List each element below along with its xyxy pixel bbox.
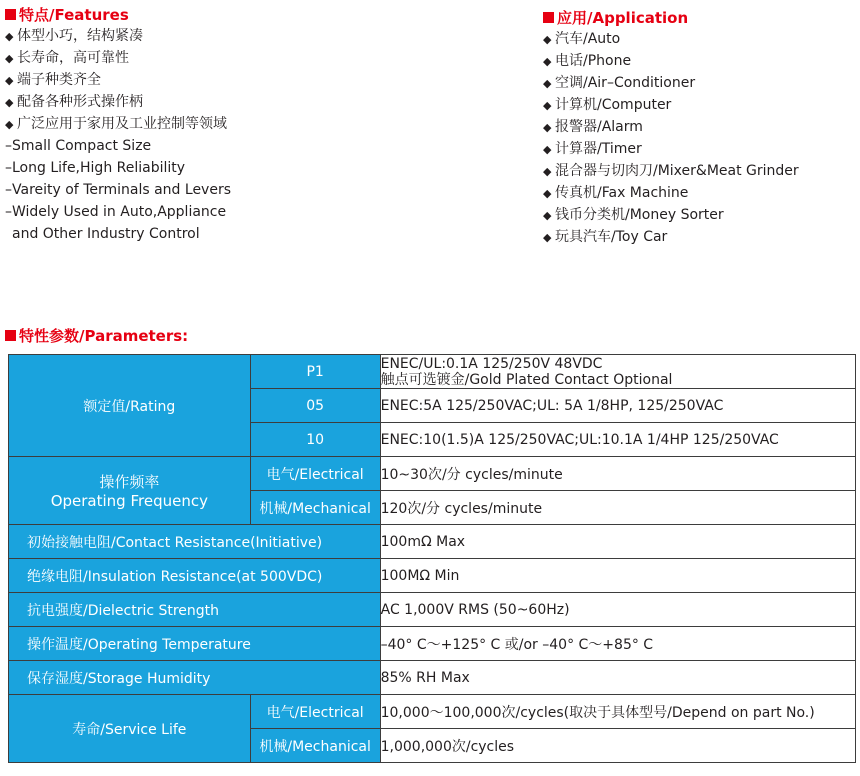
list-item: –Vareity of Terminals and Levers bbox=[5, 179, 231, 201]
insulation-label: 绝缘电阻/Insulation Resistance(at 500VDC) bbox=[9, 559, 381, 593]
rating-sub-p1: P1 bbox=[250, 355, 380, 389]
table-row bbox=[9, 355, 856, 389]
frequency-sub-electrical: 电气/Electrical bbox=[250, 457, 380, 491]
temperature-value: –40° C～+125° C 或/or –40° C～+85° C bbox=[380, 627, 855, 661]
diamond-icon: ◆ bbox=[5, 30, 14, 43]
temperature-label: 操作温度/Operating Temperature bbox=[9, 627, 381, 661]
list-item: –Long Life,High Reliability bbox=[5, 157, 231, 179]
contact-resistance-label: 初始接触电阻/Contact Resistance(Initiative) bbox=[9, 525, 381, 559]
table-row bbox=[9, 457, 856, 491]
rating-sub-10: 10 bbox=[250, 423, 380, 457]
diamond-icon: ◆ bbox=[543, 33, 552, 46]
table-row bbox=[9, 593, 856, 627]
frequency-sub-mechanical: 机械/Mechanical bbox=[250, 491, 380, 525]
application-list bbox=[543, 28, 799, 248]
diamond-icon: ◆ bbox=[5, 74, 14, 87]
list-item: ◆ 报警器/Alarm bbox=[543, 116, 799, 138]
list-item: ◆ 计算器/Timer bbox=[543, 138, 799, 160]
diamond-icon: ◆ bbox=[543, 209, 552, 222]
service-life-sub-electrical: 电气/Electrical bbox=[250, 695, 380, 729]
rating-label: 额定值/Rating bbox=[9, 355, 251, 457]
dash-bullet: – bbox=[5, 182, 12, 198]
rating-value-05: ENEC:5A 125/250VAC;UL: 5A 1/8HP, 125/250VAC bbox=[380, 389, 855, 423]
dielectric-label: 抗电强度/Dielectric Strength bbox=[9, 593, 381, 627]
diamond-icon: ◆ bbox=[543, 55, 552, 68]
frequency-value-mechanical: 120次/分 cycles/minute bbox=[380, 491, 855, 525]
diamond-icon: ◆ bbox=[543, 165, 552, 178]
frequency-value-electrical: 10~30次/分 cycles/minute bbox=[380, 457, 855, 491]
service-life-label: 寿命/Service Life bbox=[9, 695, 251, 763]
diamond-icon: ◆ bbox=[5, 118, 14, 131]
parameters-table bbox=[8, 354, 856, 763]
diamond-icon: ◆ bbox=[543, 187, 552, 200]
red-square-icon bbox=[5, 330, 16, 341]
list-item: ◆ 传真机/Fax Machine bbox=[543, 182, 799, 204]
features-title: 特点/Features bbox=[5, 4, 129, 25]
dash-bullet: – bbox=[5, 204, 12, 220]
frequency-label: 操作频率 Operating Frequency bbox=[9, 457, 251, 525]
list-item: ◆ 空调/Air–Conditioner bbox=[543, 72, 799, 94]
red-square-icon bbox=[5, 9, 16, 20]
humidity-label: 保存湿度/Storage Humidity bbox=[9, 661, 381, 695]
diamond-icon: ◆ bbox=[543, 231, 552, 244]
table-row bbox=[9, 525, 856, 559]
list-item: ◆ 端子种类齐全 bbox=[5, 69, 231, 91]
list-item: ◆ 玩具汽车/Toy Car bbox=[543, 226, 799, 248]
diamond-icon: ◆ bbox=[543, 99, 552, 112]
application-title: 应用/Application bbox=[543, 7, 688, 28]
insulation-value: 100MΩ Min bbox=[380, 559, 855, 593]
parameters-title: 特性参数/Parameters: bbox=[5, 325, 188, 346]
list-item: –Small Compact Size bbox=[5, 135, 231, 157]
dash-bullet: – bbox=[5, 138, 12, 154]
list-item: and Other Industry Control bbox=[12, 226, 200, 242]
rating-value-p1: ENEC/UL:0.1A 125/250V 48VDC 触点可选镀金/Gold Plated Contact Optional bbox=[380, 355, 855, 389]
list-item: ◆ 体型小巧，结构紧凑 bbox=[5, 25, 231, 47]
rating-value-10: ENEC:10(1.5)A 125/250VAC;UL:10.1A 1/4HP 125/250VAC bbox=[380, 423, 855, 457]
dash-bullet: – bbox=[5, 160, 12, 176]
list-item: ◆ 电话/Phone bbox=[543, 50, 799, 72]
table-row bbox=[9, 627, 856, 661]
contact-resistance-value: 100mΩ Max bbox=[380, 525, 855, 559]
service-life-value-mechanical: 1,000,000次/cycles bbox=[380, 729, 855, 763]
list-item: ◆ 混合器与切肉刀/Mixer&Meat Grinder bbox=[543, 160, 799, 182]
list-item: ◆ 长寿命，高可靠性 bbox=[5, 47, 231, 69]
humidity-value: 85% RH Max bbox=[380, 661, 855, 695]
table-row bbox=[9, 695, 856, 729]
list-item: –Widely Used in Auto,Appliance bbox=[5, 201, 231, 223]
diamond-icon: ◆ bbox=[543, 121, 552, 134]
rating-sub-05: 05 bbox=[250, 389, 380, 423]
features-list bbox=[5, 25, 231, 245]
list-item: ◆ 计算机/Computer bbox=[543, 94, 799, 116]
list-item: ◆ 汽车/Auto bbox=[543, 28, 799, 50]
list-item: ◆ 钱币分类机/Money Sorter bbox=[543, 204, 799, 226]
diamond-icon: ◆ bbox=[543, 143, 552, 156]
diamond-icon: ◆ bbox=[5, 96, 14, 109]
list-item: ◆ 广泛应用于家用及工业控制等领域 bbox=[5, 113, 231, 135]
dielectric-value: AC 1,000V RMS (50~60Hz) bbox=[380, 593, 855, 627]
service-life-value-electrical: 10,000～100,000次/cycles(取决于具体型号/Depend on part No.) bbox=[380, 695, 855, 729]
table-row bbox=[9, 559, 856, 593]
list-item: ◆ 配备各种形式操作柄 bbox=[5, 91, 231, 113]
table-row bbox=[9, 661, 856, 695]
service-life-sub-mechanical: 机械/Mechanical bbox=[250, 729, 380, 763]
red-square-icon bbox=[543, 12, 554, 23]
diamond-icon: ◆ bbox=[5, 52, 14, 65]
diamond-icon: ◆ bbox=[543, 77, 552, 90]
